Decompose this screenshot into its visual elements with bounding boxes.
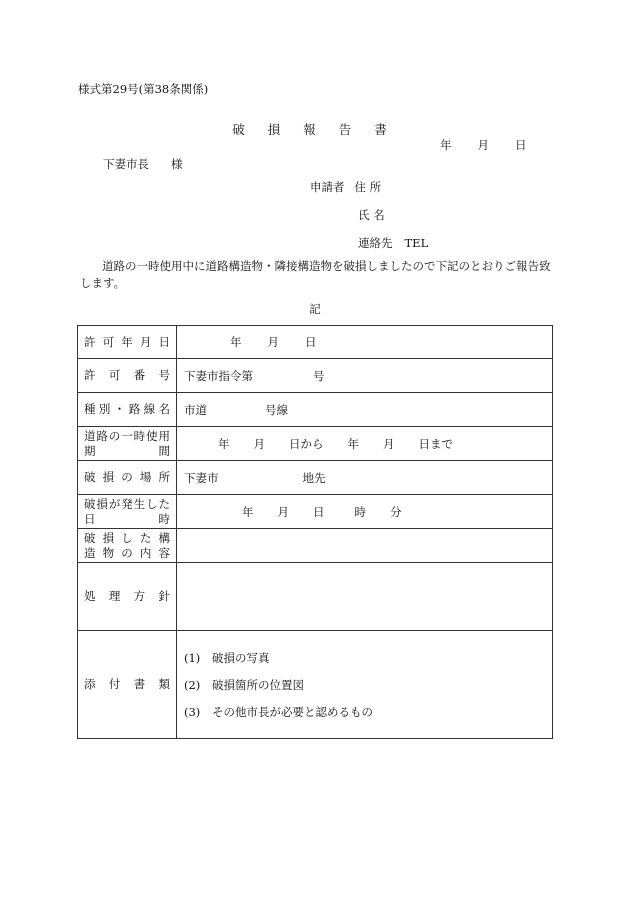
form-number: 様式第29号(第38条関係) <box>78 82 209 96</box>
applicant-name-row <box>358 207 385 223</box>
handling-policy-label: 処理方針 <box>78 563 177 631</box>
row-road-type <box>78 393 553 427</box>
damaged-structure-field[interactable] <box>177 529 553 563</box>
row-handling-policy <box>78 563 553 631</box>
attachment-item: (1) 破損の写真 <box>184 650 270 665</box>
address-label: 住 所 <box>354 180 382 194</box>
damage-time-label: 破損が発生した 日時 <box>78 495 177 529</box>
addressee <box>103 156 183 172</box>
attachment-item: (3) その他市長が必要と認めるもの <box>184 704 373 719</box>
date-line <box>440 137 527 153</box>
permit-date-field[interactable]: 年 月 日 <box>177 326 553 359</box>
note-heading: 記 <box>309 302 321 316</box>
permit-number-label: 許可番号 <box>78 359 177 393</box>
damage-time-field[interactable]: 年 月 日 時 分 <box>177 495 553 529</box>
road-type-label: 種別・路線名 <box>78 393 177 427</box>
usage-period-field[interactable]: 年 月 日から 年 月 日まで <box>177 427 553 461</box>
date-month-label: 月 <box>477 138 489 152</box>
damage-location-label: 破損の場所 <box>78 461 177 495</box>
usage-period-label: 道路の一時使用 期間 <box>78 427 177 461</box>
tel-label: TEL <box>404 236 429 250</box>
applicant-label: 申請者 <box>310 180 345 194</box>
handling-policy-field[interactable] <box>177 563 553 631</box>
body-text: 道路の一時使用中に道路構造物・隣接構造物を破損しましたので下記のとおりご報告致します。 <box>80 259 551 290</box>
attachments-label: 添付書類 <box>78 631 177 739</box>
row-damaged-structure <box>78 529 553 563</box>
attachments-list <box>177 631 553 739</box>
row-usage-period <box>78 427 553 461</box>
addressee-honorific: 様 <box>171 157 183 171</box>
applicant-contact-row <box>358 235 428 251</box>
addressee-name: 下妻市長 <box>103 157 149 171</box>
row-permit-date <box>78 326 553 359</box>
row-permit-number <box>78 359 553 393</box>
damaged-structure-label: 破損した構 造物の内容 <box>78 529 177 563</box>
road-type-field[interactable]: 市道 号線 <box>177 393 553 427</box>
applicant-address-row <box>310 179 381 195</box>
row-damage-location <box>78 461 553 495</box>
permit-date-label: 許可年月日 <box>78 326 177 359</box>
date-day-label: 日 <box>515 138 527 152</box>
name-label: 氏 名 <box>358 208 385 222</box>
document-title: 破損報告書 <box>232 122 410 137</box>
date-year-label: 年 <box>440 138 452 152</box>
report-table <box>77 325 553 739</box>
row-damage-time <box>78 495 553 529</box>
attachment-item: (2) 破損箇所の位置図 <box>184 677 304 692</box>
damage-location-field[interactable]: 下妻市 地先 <box>177 461 553 495</box>
permit-number-field[interactable]: 下妻市指令第 号 <box>177 359 553 393</box>
row-attachments <box>78 631 553 739</box>
contact-label: 連絡先 <box>358 236 393 250</box>
